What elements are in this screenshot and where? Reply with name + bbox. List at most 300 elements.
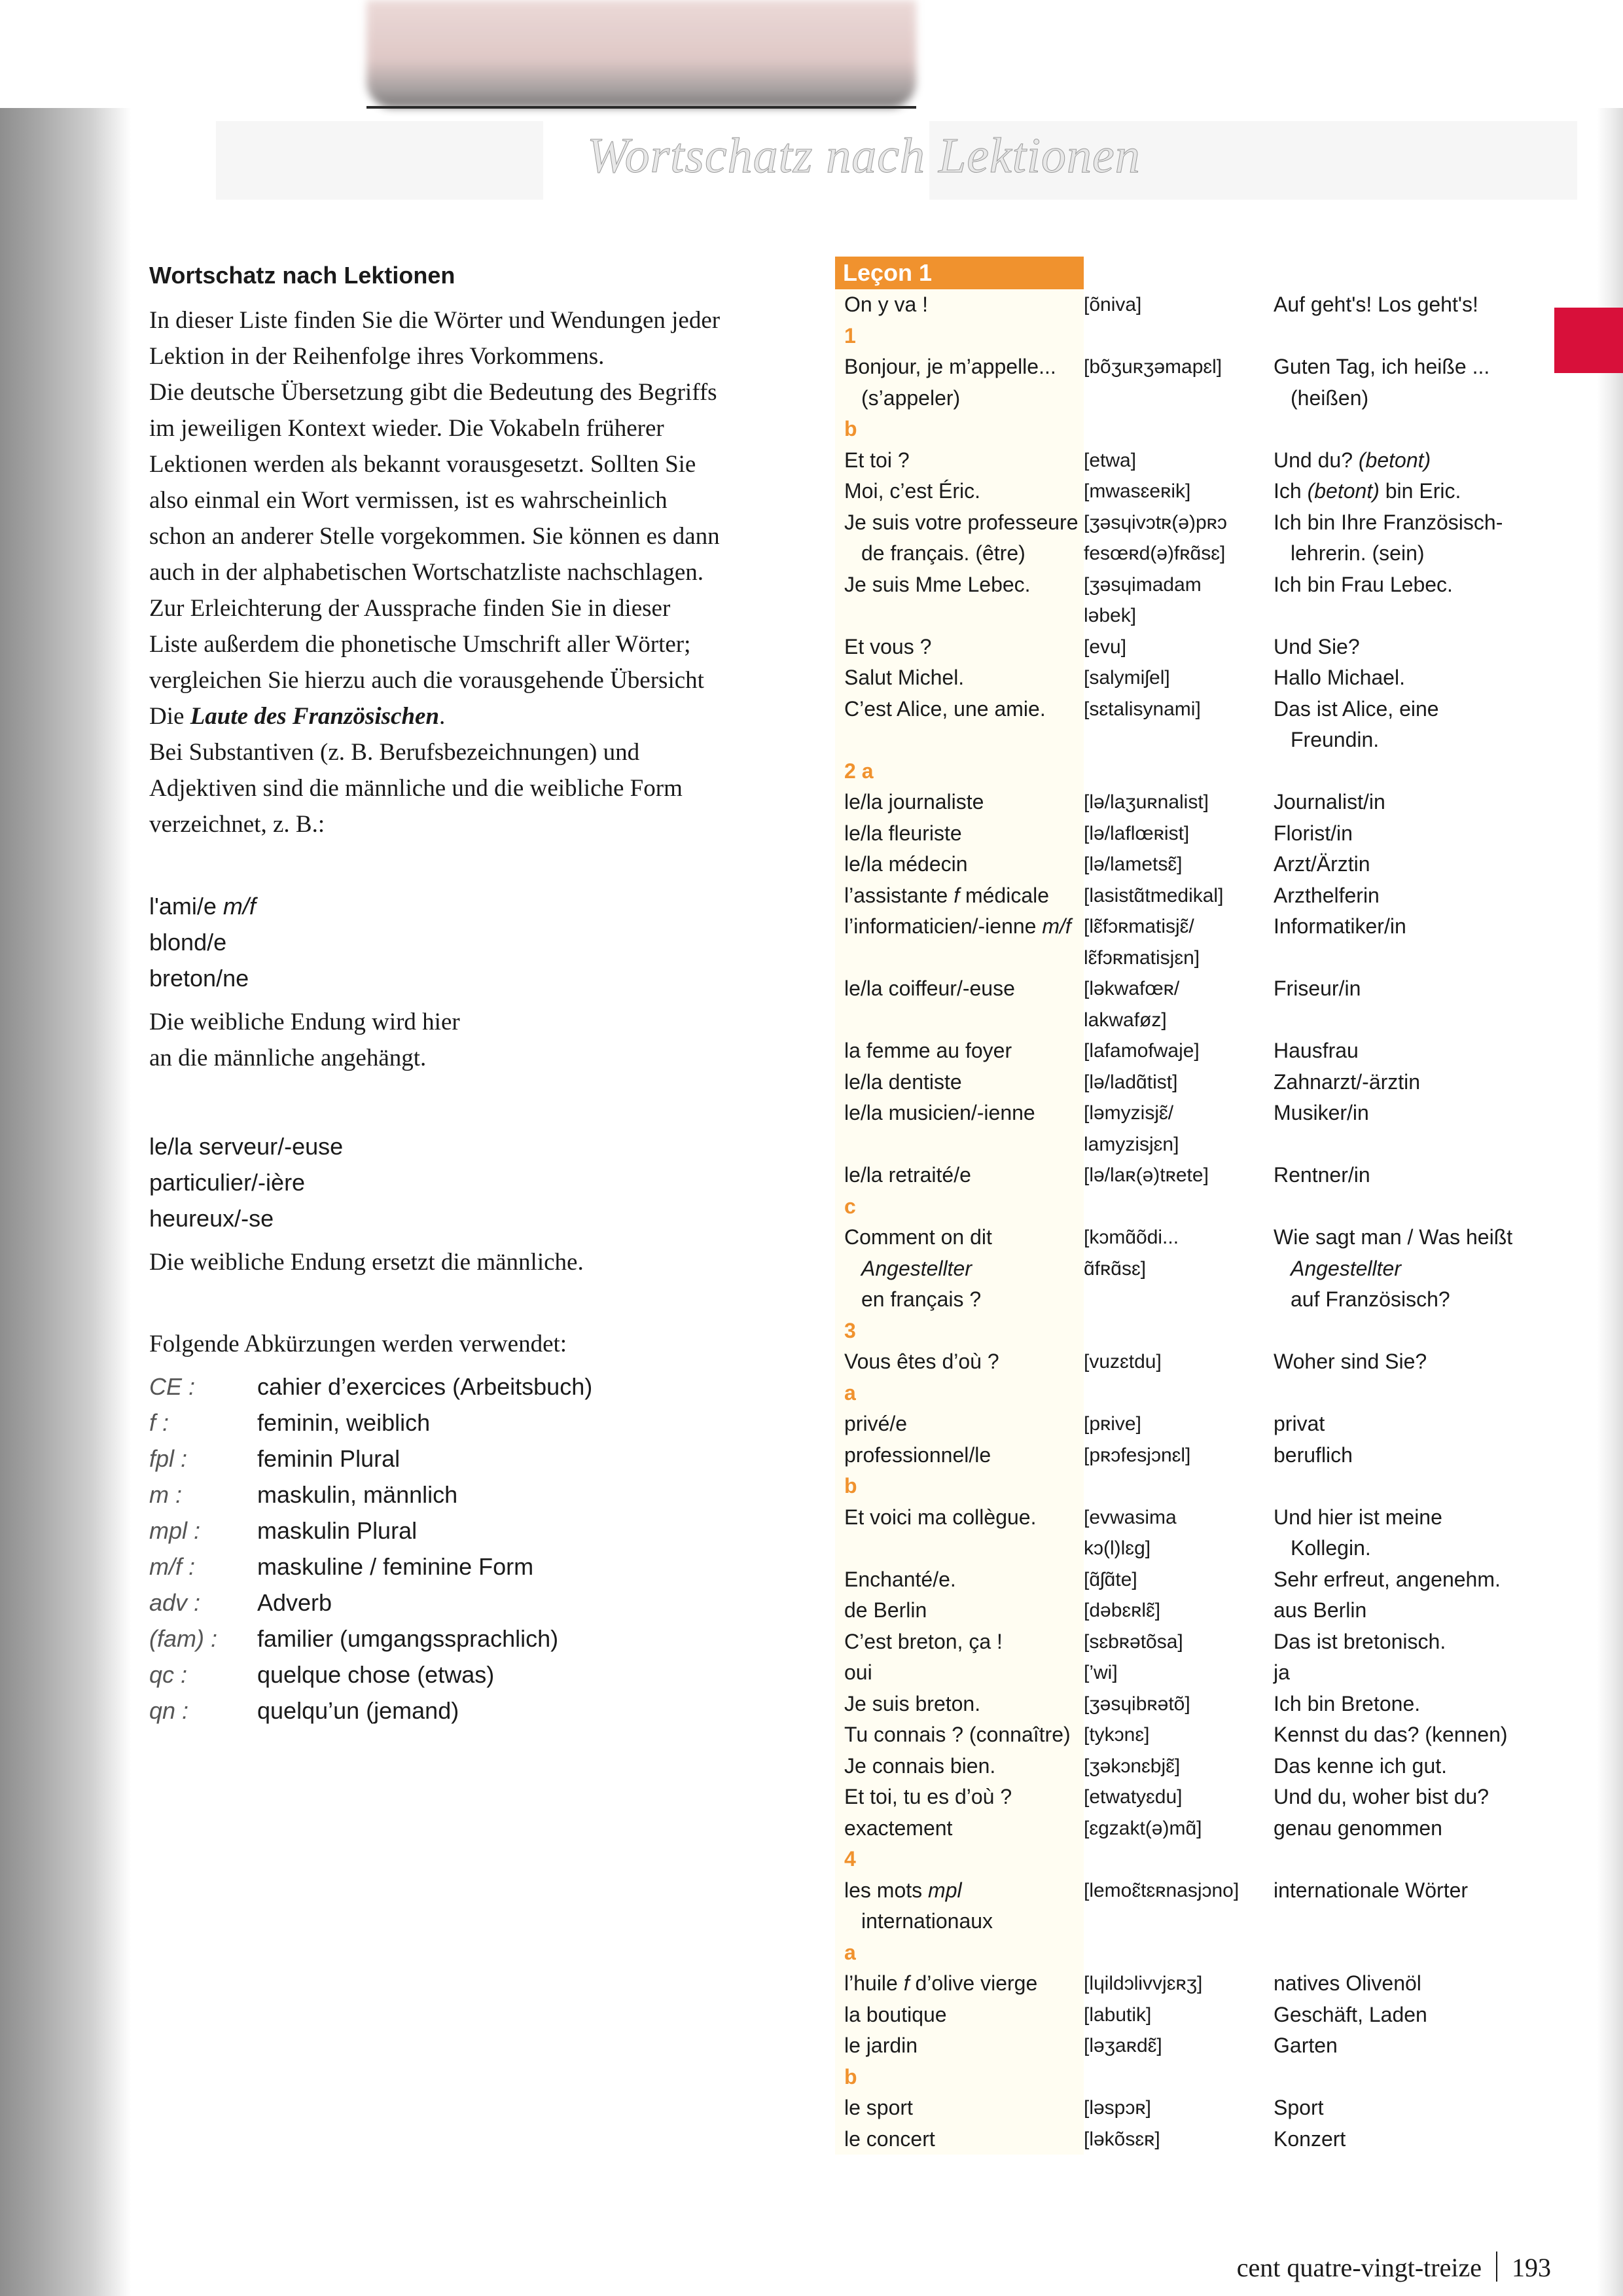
paragraph-line: also einmal ein Wort vermissen, ist es wahrscheinlich <box>149 487 668 514</box>
german-translation <box>1274 849 1548 880</box>
abbreviation-row <box>149 1369 592 1405</box>
german-translation <box>1274 1035 1548 1067</box>
paragraph-line: Liste außerdem die phonetische Umschrift aller Wörter; <box>149 631 691 658</box>
entry-line: [pʀɔfesjɔnɛl] <box>1084 1444 1191 1466</box>
entry-line: l’assistante f médicale <box>844 883 1050 907</box>
entry-line: [etwa] <box>1084 449 1137 471</box>
abbreviation-row <box>149 1405 592 1441</box>
entry-line: de français. (être) <box>861 541 1026 565</box>
french-term <box>835 1222 1084 1316</box>
phonetic-transcription <box>1084 1346 1274 1378</box>
grammar-tag: f <box>954 883 960 907</box>
phonetic-transcription <box>1084 1564 1274 1596</box>
phonetic-transcription <box>1084 351 1274 414</box>
german-translation <box>1274 1626 1548 1658</box>
entry-line: [lə/lametsɛ̃] <box>1084 853 1183 875</box>
phonetic-transcription <box>1084 694 1274 756</box>
phonetic-transcription <box>1084 849 1274 880</box>
vocab-entry <box>835 507 1555 569</box>
german-translation <box>1274 1346 1548 1378</box>
french-term <box>835 2124 1084 2155</box>
section-marker: 3 <box>844 1318 856 1342</box>
french-term <box>835 1657 1084 1689</box>
german-translation <box>1274 1813 1548 1844</box>
example-word: heureux/-se <box>149 1205 274 1232</box>
entry-line: Hallo Michael. <box>1274 666 1405 689</box>
vocab-entry <box>835 1222 1555 1316</box>
french-term <box>835 632 1084 663</box>
entry-line: [lə/laflœʀist] <box>1084 822 1190 844</box>
entry-line: Florist/in <box>1274 821 1353 845</box>
section-marker: b <box>844 417 857 440</box>
vocab-entry <box>835 1719 1555 1751</box>
abbreviation-row <box>149 1549 592 1585</box>
examples-appended <box>149 888 804 996</box>
lesson-header: Leçon 1 <box>835 257 1084 289</box>
entry-line: [sɛbʀətõsa] <box>1084 1630 1183 1653</box>
abbreviation: (fam) : <box>149 1625 217 1652</box>
french-term <box>835 1564 1084 1596</box>
entry-line: Salut Michel. <box>844 666 965 689</box>
paragraph-line: im jeweiligen Kontext wieder. Die Vokabeln früherer <box>149 415 664 442</box>
entry-line: (heißen) <box>1291 386 1369 410</box>
abbreviation: m/f : <box>149 1553 195 1580</box>
entry-line: [ləspɔʀ] <box>1084 2097 1151 2119</box>
grammar-tag: Angestellter <box>861 1256 972 1280</box>
vocab-entry <box>835 1564 1555 1596</box>
entry-line: lakwaføz] <box>1084 1009 1167 1031</box>
entry-line: Bonjour, je m’appelle... <box>844 355 1056 378</box>
entry-line: Informatiker/in <box>1274 914 1406 938</box>
entry-line: professionnel/le <box>844 1443 991 1467</box>
entry-line: en français ? <box>861 1287 982 1311</box>
phonetic-transcription <box>1084 880 1274 912</box>
vocab-entry <box>835 1782 1555 1813</box>
phonetic-transcription <box>1084 445 1274 476</box>
german-translation <box>1274 632 1548 663</box>
french-term <box>835 662 1084 694</box>
abbreviation: CE : <box>149 1373 196 1400</box>
phonetic-transcription <box>1084 1689 1274 1720</box>
entry-line: le/la coiffeur/-euse <box>844 977 1015 1000</box>
section-marker: a <box>844 1940 856 1964</box>
page-number-words: cent quatre-vingt-treize <box>1236 2253 1482 2282</box>
entry-line: [lasistɑ̃tmedikal] <box>1084 884 1224 906</box>
french-term <box>835 1502 1084 1564</box>
entry-line: Garten <box>1274 2034 1338 2057</box>
phonetic-transcription <box>1084 911 1274 973</box>
phonetic-transcription <box>1084 2092 1274 2124</box>
vocab-entry <box>835 1440 1555 1471</box>
entry-line: Moi, c’est Éric. <box>844 479 981 503</box>
french-term <box>835 476 1084 507</box>
entry-line: la boutique <box>844 2002 947 2026</box>
example-word: particulier/-ière <box>149 1169 306 1196</box>
note-replaced: Die weibliche Endung ersetzt die männliche. <box>149 1249 584 1276</box>
page-number: 193 <box>1512 2253 1551 2282</box>
french-term <box>835 694 1084 756</box>
abbreviation-row <box>149 1477 592 1513</box>
entry-line: Je suis Mme Lebec. <box>844 572 1031 596</box>
french-term <box>835 818 1084 850</box>
german-translation <box>1274 818 1548 850</box>
entry-line: Enchanté/e. <box>844 1567 956 1591</box>
section-marker: c <box>844 1194 856 1218</box>
paragraph-line: Zur Erleichterung der Aussprache finden Sie in dieser <box>149 595 671 622</box>
german-translation <box>1274 1595 1548 1626</box>
french-term <box>835 911 1084 973</box>
note-line: Die weibliche Endung wird hier <box>149 1009 460 1035</box>
phonetic-transcription <box>1084 818 1274 850</box>
vocab-entry <box>835 694 1555 756</box>
example-text: blond/e <box>149 929 227 956</box>
phonetic-transcription <box>1084 2030 1274 2062</box>
phonetic-transcription <box>1084 289 1274 321</box>
abbreviation: f : <box>149 1409 169 1436</box>
vocab-entry <box>835 911 1555 973</box>
phonetic-transcription <box>1084 569 1274 632</box>
entry-line: [etwatyɛdu] <box>1084 1786 1183 1808</box>
french-term <box>835 2092 1084 2124</box>
entry-line: Freundin. <box>1291 728 1380 751</box>
entry-line: [ʒəkɔnɛbjɛ̃] <box>1084 1755 1181 1777</box>
entry-line: Und du? (betont) <box>1274 448 1431 472</box>
abbreviation-row <box>149 1693 592 1729</box>
vocab-entry <box>835 849 1555 880</box>
entry-line: [dəbɛʀlɛ̃] <box>1084 1600 1161 1621</box>
book-binding-shadow <box>0 108 131 2296</box>
entry-line: Et voici ma collègue. <box>844 1505 1037 1529</box>
german-translation <box>1274 1875 1548 1937</box>
entry-line: [ʒəsɥivɔtʀ(ə)pʀɔ <box>1084 511 1227 533</box>
phonetic-transcription <box>1084 1502 1274 1564</box>
vocab-entry <box>835 662 1555 694</box>
french-term <box>835 849 1084 880</box>
vocab-entry <box>835 787 1555 818</box>
section-marker: 1 <box>844 323 856 348</box>
vocab-entry <box>835 1035 1555 1067</box>
entry-line: C’est breton, ça ! <box>844 1629 1003 1653</box>
french-term <box>835 1626 1084 1658</box>
entry-line: Tu connais ? (connaître) <box>844 1723 1071 1746</box>
entry-line: lehrerin. (sein) <box>1291 541 1425 565</box>
abbreviation-meaning: feminin, weiblich <box>257 1409 431 1436</box>
vocabulary-list <box>835 257 1555 2155</box>
entry-line: [evu] <box>1084 636 1127 658</box>
paragraph-line: Lektion in der Reihenfolge ihres Vorkommens. <box>149 343 605 370</box>
entry-line: Friseur/in <box>1274 977 1361 1000</box>
abbreviation-row <box>149 1513 592 1549</box>
entry-line: Comment on dit <box>844 1225 992 1249</box>
german-translation <box>1274 694 1548 756</box>
paragraph-line: auch in der alphabetischen Wortschatzliste nachschlagen. <box>149 559 704 586</box>
grammar-tag: m/f <box>1042 914 1071 938</box>
french-term <box>835 1440 1084 1471</box>
entry-line: Und Sie? <box>1274 634 1360 658</box>
entry-line: Et toi, tu es d’où ? <box>844 1785 1012 1808</box>
vocab-entry <box>835 351 1555 414</box>
examples-replaced <box>149 1128 804 1236</box>
intro-paragraph-last-line <box>149 698 804 734</box>
vocab-entry <box>835 445 1555 476</box>
vocab-entry <box>835 1595 1555 1626</box>
entry-line: [lə/ladɑ̃tist] <box>1084 1071 1178 1093</box>
entry-line: Je suis votre professeure <box>844 510 1079 534</box>
section-marker: a <box>844 1380 856 1405</box>
entry-line: Sehr erfreut, angenehm. <box>1274 1567 1501 1591</box>
section-marker: 4 <box>844 1847 856 1871</box>
entry-line: [ʒəsɥimadam <box>1084 573 1202 596</box>
phonetic-transcription <box>1084 1408 1274 1440</box>
example-word: le/la serveur/-euse <box>149 1133 344 1160</box>
entry-line: aus Berlin <box>1274 1598 1367 1622</box>
french-term <box>835 1813 1084 1844</box>
vocab-entry <box>835 1098 1555 1160</box>
entry-line: [ɛgzakt(ə)mɑ̃] <box>1084 1817 1202 1839</box>
grammar-tag: mpl <box>928 1878 962 1902</box>
entry-line: Auf geht's! Los geht's! <box>1274 293 1478 316</box>
abbreviation-meaning: maskulin Plural <box>257 1517 418 1544</box>
entry-line: Et vous ? <box>844 634 932 658</box>
entry-line: internationale Wörter <box>1274 1878 1469 1902</box>
entry-line: Das ist bretonisch. <box>1274 1629 1446 1653</box>
vocab-entry <box>835 1346 1555 1378</box>
abbreviation-meaning: familier (umgangssprachlich) <box>257 1625 559 1652</box>
german-translation <box>1274 1564 1548 1596</box>
german-translation <box>1274 1440 1548 1471</box>
abbreviation: adv : <box>149 1589 201 1616</box>
vocab-entry <box>835 1657 1555 1689</box>
german-translation <box>1274 1751 1548 1782</box>
vocab-entry <box>835 1968 1555 2000</box>
french-term <box>835 1160 1084 1191</box>
entry-line: le concert <box>844 2126 935 2151</box>
phonetic-transcription <box>1084 1035 1274 1067</box>
french-term <box>835 973 1084 1035</box>
vocab-entry <box>835 2092 1555 2124</box>
phonetic-transcription <box>1084 662 1274 694</box>
phonetic-transcription <box>1084 632 1274 663</box>
french-term <box>835 787 1084 818</box>
entry-line: C’est Alice, une amie. <box>844 696 1046 721</box>
text-suffix: . <box>439 703 446 730</box>
entry-line: [bõʒuʀʒəmapɛl] <box>1084 356 1222 378</box>
entry-line: Je suis breton. <box>844 1691 981 1715</box>
abbreviation-row <box>149 1585 592 1621</box>
entry-line: kɔ(l)lɛg] <box>1084 1537 1151 1559</box>
page-footer <box>1237 2251 1551 2283</box>
note-line: an die männliche angehängt. <box>149 1045 427 1071</box>
paragraph-line: vergleichen Sie hierzu auch die vorausgehende Übersicht <box>149 667 704 694</box>
french-term <box>835 1408 1084 1440</box>
german-translation <box>1274 1968 1548 2000</box>
entry-line: ləbek] <box>1084 605 1137 626</box>
grammar-tag: (betont) <box>1307 479 1380 503</box>
vocab-rows <box>835 289 1555 2155</box>
entry-line: oui <box>844 1660 872 1684</box>
entry-line: [lɛ̃fɔʀmatisjɛ̃/ <box>1084 916 1194 937</box>
entry-line: le/la fleuriste <box>844 821 962 845</box>
phonetic-transcription <box>1084 1222 1274 1316</box>
entry-line: [labutik] <box>1084 2003 1152 2026</box>
french-term <box>835 569 1084 632</box>
vocab-entry <box>835 880 1555 912</box>
entry-line: [vuzɛtdu] <box>1084 1351 1162 1372</box>
entry-line: beruflich <box>1274 1443 1353 1467</box>
abbreviation-meaning: Adverb <box>257 1589 332 1616</box>
page-edge <box>1597 108 1623 2296</box>
paragraph-line: Die deutsche Übersetzung gibt die Bedeutung des Begriffs <box>149 379 717 406</box>
intro-paragraph-2 <box>149 734 804 842</box>
entry-line: [mwasɛeʀik] <box>1084 480 1191 502</box>
entry-line: Wie sagt man / Was heißt <box>1274 1225 1513 1249</box>
abbreviations-table <box>149 1369 592 1729</box>
french-term <box>835 1098 1084 1160</box>
phonetic-transcription <box>1084 507 1274 569</box>
entry-line: [lɥildɔlivvjɛʀʒ] <box>1084 1973 1203 1994</box>
scan-edge-artifact <box>366 106 916 109</box>
german-translation <box>1274 973 1548 1035</box>
entry-line: [ɑ̃ʃɑ̃te] <box>1084 1568 1137 1590</box>
german-translation <box>1274 1160 1548 1191</box>
german-translation <box>1274 662 1548 694</box>
entry-line: Ich (betont) bin Eric. <box>1274 479 1461 503</box>
french-term <box>835 1751 1084 1782</box>
french-term <box>835 1035 1084 1067</box>
entry-line: privé/e <box>844 1412 908 1435</box>
gender-tag: m/f <box>223 893 256 920</box>
vocab-entry <box>835 2124 1555 2155</box>
entry-line: Konzert <box>1274 2126 1346 2151</box>
entry-line: ja <box>1274 1660 1290 1684</box>
entry-line: l’huile f d’olive vierge <box>844 1971 1038 1995</box>
entry-line: Kollegin. <box>1291 1536 1371 1560</box>
french-term <box>835 2000 1084 2031</box>
section-marker: b <box>844 1474 857 1498</box>
phonetic-transcription <box>1084 2124 1274 2155</box>
french-term <box>835 445 1084 476</box>
vocab-entry <box>835 2000 1555 2031</box>
entry-line: [lə/laʒuʀnalist] <box>1084 791 1209 813</box>
example-word <box>149 960 804 996</box>
phonetic-transcription <box>1084 1098 1274 1160</box>
entry-line: le/la médecin <box>844 852 968 876</box>
entry-line: Woher sind Sie? <box>1274 1350 1427 1373</box>
vocab-entry <box>835 1067 1555 1098</box>
german-translation <box>1274 445 1548 476</box>
intro-column <box>149 262 804 1729</box>
entry-line: Sport <box>1274 2096 1324 2119</box>
entry-line: internationaux <box>861 1909 993 1933</box>
phonetic-transcription <box>1084 787 1274 818</box>
abbreviation-row <box>149 1621 592 1657</box>
paragraph-line: Adjektiven sind die männliche und die weibliche Form <box>149 775 683 802</box>
chapter-tab-marker <box>1554 308 1623 373</box>
entry-line: Guten Tag, ich heiße ... <box>1274 355 1490 378</box>
entry-line: exactement <box>844 1816 953 1840</box>
example-text: l'ami/e <box>149 893 217 920</box>
entry-line: [pʀive] <box>1084 1413 1141 1435</box>
german-translation <box>1274 1782 1548 1813</box>
vocab-entry <box>835 1751 1555 1782</box>
phonetic-transcription <box>1084 973 1274 1035</box>
vocab-entry <box>835 569 1555 632</box>
entry-line: Das kenne ich gut. <box>1274 1753 1448 1778</box>
phonetic-transcription <box>1084 1626 1274 1658</box>
entry-line: [salymiʃel] <box>1084 667 1170 689</box>
phonetic-transcription <box>1084 1657 1274 1689</box>
intro-heading: Wortschatz nach Lektionen <box>149 262 455 289</box>
entry-line: le/la journaliste <box>844 790 984 814</box>
entry-line <box>1274 1253 1548 1285</box>
example-word <box>149 924 804 960</box>
german-translation <box>1274 1067 1548 1098</box>
german-translation <box>1274 2124 1548 2155</box>
example-text: breton/ne <box>149 965 249 992</box>
vocab-entry <box>835 1160 1555 1191</box>
entry-line: [evwasima <box>1084 1506 1177 1528</box>
abbreviation: qc : <box>149 1661 188 1688</box>
entry-line: le sport <box>844 2096 913 2119</box>
german-translation <box>1274 1098 1548 1160</box>
german-translation <box>1274 2092 1548 2124</box>
entry-line: natives Olivenöl <box>1274 1971 1421 1995</box>
entry-line: le jardin <box>844 2034 918 2057</box>
entry-line: [ləmyzisjɛ̃/ <box>1084 1102 1174 1124</box>
intro-paragraph-lines <box>149 302 804 698</box>
text-prefix: Die <box>149 703 190 730</box>
paragraph-line: schon an anderer Stelle vorgekommen. Sie können es dann <box>149 523 720 550</box>
german-translation <box>1274 569 1548 632</box>
phonetic-transcription <box>1084 1719 1274 1751</box>
german-translation <box>1274 1657 1548 1689</box>
entry-line: [õniva] <box>1084 294 1142 315</box>
intro-paragraph-1 <box>149 302 804 734</box>
phonetic-transcription <box>1084 1160 1274 1191</box>
grammar-tag: Angestellter <box>1291 1256 1401 1280</box>
entry-line: Arzt/Ärztin <box>1274 852 1370 876</box>
abbreviation-row <box>149 1441 592 1477</box>
french-term <box>835 1875 1084 1937</box>
french-term <box>835 1689 1084 1720</box>
german-translation <box>1274 1408 1548 1440</box>
entry-line: fesœʀd(ə)fʀɑ̃sɛ] <box>1084 543 1226 564</box>
abbreviation: mpl : <box>149 1517 201 1544</box>
german-translation <box>1274 2030 1548 2062</box>
section-marker: 2 a <box>844 759 874 783</box>
french-term <box>835 1595 1084 1626</box>
vocab-entry <box>835 2030 1555 2062</box>
french-term <box>835 507 1084 569</box>
german-translation <box>1274 880 1548 912</box>
vocab-entry <box>835 1875 1555 1937</box>
entry-line: Vous êtes d’où ? <box>844 1350 999 1373</box>
phonetic-transcription <box>1084 476 1274 507</box>
abbreviation: m : <box>149 1481 182 1508</box>
entry-line: le/la musicien/-ienne <box>844 1101 1035 1124</box>
entry-line: lɛ̃fɔʀmatisjɛn] <box>1084 946 1200 969</box>
abbreviation-meaning: quelque chose (etwas) <box>257 1661 495 1688</box>
entry-line: Hausfrau <box>1274 1039 1359 1062</box>
entry-line: Kennst du das? (kennen) <box>1274 1723 1508 1746</box>
example-word <box>149 888 804 924</box>
german-translation <box>1274 507 1548 569</box>
paragraph-line: Lektionen werden als bekannt vorausgesetzt. Sollten Sie <box>149 451 696 478</box>
entry-line: Und hier ist meine <box>1274 1505 1442 1529</box>
entry-line: Zahnarzt/-ärztin <box>1274 1069 1421 1094</box>
phonetic-transcription <box>1084 1440 1274 1471</box>
french-term <box>835 1067 1084 1098</box>
